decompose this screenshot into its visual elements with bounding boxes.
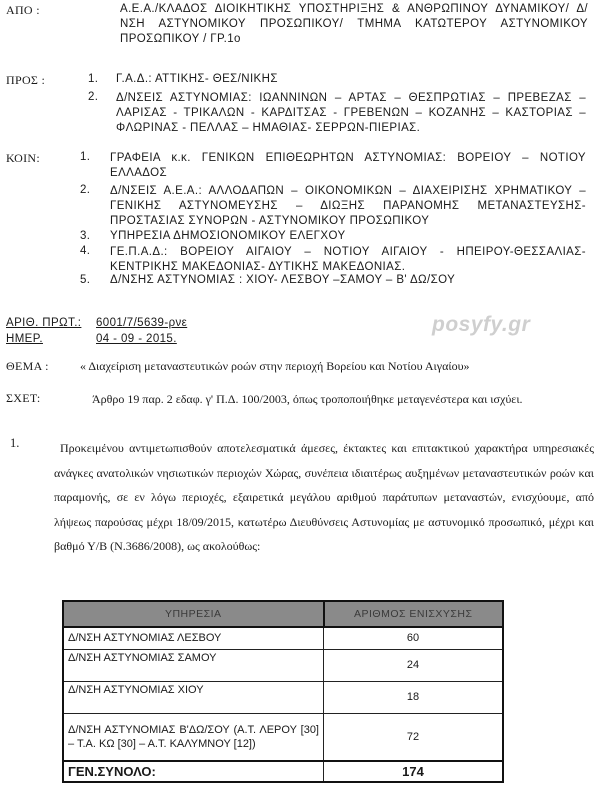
koin-item-3: ΥΠΗΡΕΣΙΑ ΔΗΜΟΣΙΟΝΟΜΙΚΟΥ ΕΛΕΓΧΟΥ: [110, 230, 346, 242]
reinforcement-table: [62, 600, 504, 783]
koin-num-2: 2.: [80, 184, 91, 196]
apo-label: ΑΠΟ :: [6, 3, 40, 17]
total-row: [63, 761, 503, 782]
table-row: [63, 713, 503, 761]
pros-num-2: 2.: [88, 91, 99, 103]
koin-item-4: ΓΕ.Π.Α.Δ.: ΒΟΡΕΙΟΥ ΑΙΓΑΙΟΥ – ΝΟΤΙΟΥ ΑΙΓΑΙΟΥ - ΗΠΕΙΡΟΥ-ΘΕΣΣΑΛΙΑΣ- ΚΕΝΤΡΙΚΗΣ ΜΑΚΕΔΟΝΙΑΣ- ΔΥΤΙΚΗΣ ΜΑΚΕΔΟΝΙΑΣ.: [110, 246, 586, 273]
row-value: 60: [324, 627, 504, 649]
row-name: Δ/ΝΣΗ ΑΣΤΥΝΟΜΙΑΣ Β'ΔΩ/ΣΟΥ (Α.Τ. ΛΕΡΟΥ [30] – Τ.Α. ΚΩ [30] – Α.Τ. ΚΑΛΥΜΝΟΥ [12]): [63, 713, 324, 761]
row-value: 24: [324, 649, 504, 681]
arith-value: 6001/7/5639-ρνε: [96, 317, 188, 329]
header-service: ΥΠΗΡΕΣΙΑ: [63, 601, 324, 627]
body-paragraph: Προκειμένου αντιμετωπισθούν αποτελεσματικά άμεσες, έκτακτες και επιτακτικού χαρακτήρα υπηρεσιακές ανάγκες ανατολικών νησιωτικών περιοχών Χώρας, συνέπεια ιδιαιτέρως αυξημένων μεταναστευτικών ροών και παραμονής, σε εν λόγω περιοχές, εξαιρετικά μεγάλου αριθμού παράτυπων μεταναστών, ενισχύουμε, από λήψεως παρούσας μέχρι 18/09/2015, κατωτέρω Διευθύνσεις Αστυνομίας με αστυνομικό προσωπικό, μέχρι και βαθμό Υ/Β (Ν.3686/2008), ως ακολούθως:: [54, 441, 594, 553]
para-num: 1.: [10, 436, 20, 450]
table-row: [63, 627, 503, 649]
koin-label: ΚΟΙΝ:: [6, 151, 41, 165]
imer-label: ΗΜΕΡ.: [6, 333, 43, 345]
koin-num-1: 1.: [80, 151, 91, 163]
pros-item-1: Γ.Α.Δ.: ΑΤΤΙΚΗΣ- ΘΕΣ/ΝΙΚΗΣ: [116, 73, 278, 85]
sxet-label: ΣΧΕΤ:: [6, 391, 41, 405]
arith-label: ΑΡΙΘ. ΠΡΩΤ.:: [6, 317, 82, 329]
table-row: [63, 681, 503, 713]
koin-item-1: ΓΡΑΦΕΙΑ κ.κ. ΓΕΝΙΚΩΝ ΕΠΙΘΕΩΡΗΤΩΝ ΑΣΤΥΝΟΜΙΑΣ: ΒΟΡΕΙΟΥ – ΝΟΤΙΟΥ ΕΛΛΑΔΟΣ: [110, 152, 586, 179]
total-value: 174: [324, 761, 504, 782]
koin-num-4: 4.: [80, 245, 91, 257]
row-name: Δ/ΝΣΗ ΑΣΤΥΝΟΜΙΑΣ ΛΕΣΒΟΥ: [63, 627, 324, 649]
pros-label: ΠΡΟΣ :: [6, 73, 46, 87]
pros-item-2: Δ/ΝΣΕΙΣ ΑΣΤΥΝΟΜΙΑΣ: ΙΩΑΝΝΙΝΩΝ – ΑΡΤΑΣ – ΘΕΣΠΡΩΤΙΑΣ – ΠΡΕΒΕΖΑΣ – ΛΑΡΙΣΑΣ - ΤΡΙΚΑΛΩΝ - ΚΑΡΔΙΤΣΑΣ - ΓΡΕΒΕΝΩΝ – ΚΟΖΑΝΗΣ – ΚΑΣΤΟΡΙΑΣ – ΦΛΩΡΙΝΑΣ - ΠΕΛΛΑΣ – ΗΜΑΘΙΑΣ- ΣΕΡΡΩΝ-ΠΙΕΡΙΑΣ.: [116, 92, 586, 134]
koin-item-2: Δ/ΝΣΕΙΣ Α.Ε.Α.: ΑΛΛΟΔΑΠΩΝ – ΟΙΚΟΝΟΜΙΚΩΝ – ΔΙΑΧΕΙΡΙΣΗΣ ΧΡΗΜΑΤΙΚΟΥ – ΓΕΝΙΚΗΣ ΑΣΤΥΝΟΜΕΥΣΗΣ – ΔΙΩΞΗΣ ΠΑΡΑΝΟΜΗΣ ΜΕΤΑΝΑΣΤΕΥΣΗΣ- ΠΡΟΣΤΑΣΙΑΣ ΣΥΝΟΡΩΝ - ΑΣΤΥΝΟΜΙΚΟΥ ΠΡΟΣΩΠΙΚΟΥ: [110, 185, 586, 227]
koin-item-5: Δ/ΝΣΗΣ ΑΣΤΥΝΟΜΙΑΣ : ΧΙΟΥ- ΛΕΣΒΟΥ –ΣΑΜΟΥ – Β' ΔΩ/ΣΟΥ: [110, 274, 456, 286]
header-count: ΑΡΙΘΜΟΣ ΕΝΙΣΧΥΣΗΣ: [324, 601, 504, 627]
thema-text: « Διαχείριση μεταναστευτικών ροών στην περιοχή Βορείου και Νοτίου Αιγαίου»: [80, 359, 470, 373]
thema-label: ΘΕΜΑ :: [6, 359, 49, 373]
koin-num-5: 5.: [80, 274, 91, 286]
row-value: 18: [324, 681, 504, 713]
imer-value: 04 - 09 - 2015.: [96, 333, 177, 345]
table-row: [63, 649, 503, 681]
watermark: posyfy.gr: [432, 313, 531, 336]
koin-num-3: 3.: [80, 230, 91, 242]
pros-num-1: 1.: [88, 73, 99, 85]
apo-text: Α.Ε.Α./ΚΛΑΔΟΣ ΔΙΟΙΚΗΤΙΚΗΣ ΥΠΟΣΤΗΡΙΞΗΣ & ΑΝΘΡΩΠΙΝΟΥ ΔΥΝΑΜΙΚΟΥ/ Δ/ΝΣΗ ΑΣΤΥΝΟΜΙΚΟΥ ΠΡΟΣΩΠΙΚΟΥ/ ΤΜΗΜΑ ΚΑΤΩΤΕΡΟΥ ΑΣΤΥΝΟΜΙΚΟΥ ΠΡΟΣΩΠΙΚΟΥ / ΓΡ.1ο: [120, 3, 588, 45]
row-value: 72: [324, 713, 504, 761]
sxet-text: Άρθρο 19 παρ. 2 εδαφ. γ' Π.Δ. 100/2003, όπως τροποποιήθηκε μεταγενέστερα και ισχύει.: [92, 392, 523, 406]
table-header-row: [63, 601, 503, 627]
total-label: ΓΕΝ.ΣΥΝΟΛΟ:: [63, 761, 324, 782]
row-name: Δ/ΝΣΗ ΑΣΤΥΝΟΜΙΑΣ ΧΙΟΥ: [63, 681, 324, 713]
row-name: Δ/ΝΣΗ ΑΣΤΥΝΟΜΙΑΣ ΣΑΜΟΥ: [63, 649, 324, 681]
